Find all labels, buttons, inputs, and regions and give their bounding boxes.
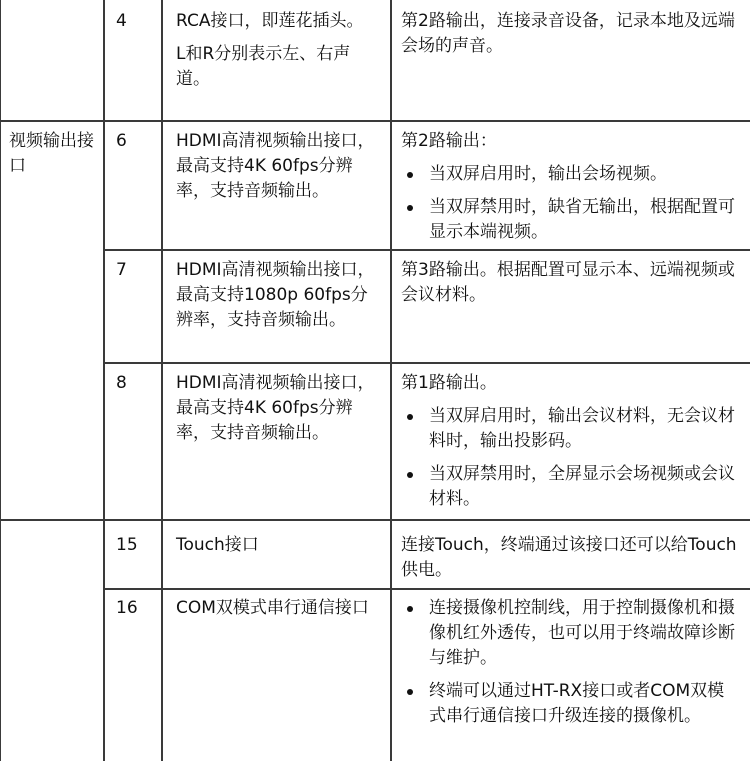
bullet-icon: [407, 414, 413, 420]
bullet-text: 终端可以通过HT-RX接口或者COM双模式串行通信接口升级连接的摄像机。: [429, 681, 725, 726]
group-label: 视频输出接口: [9, 131, 94, 176]
row-divider: [103, 249, 750, 251]
port-name: COM双模式串行通信接口: [176, 598, 369, 618]
bullet-text: 当双屏禁用时，全屏显示会场视频或会议材料。: [429, 464, 735, 509]
row-divider: [0, 120, 750, 122]
port-description: 第3路输出。根据配置可显示本、远端视频或会议材料。: [401, 260, 735, 305]
bullet-icon: [407, 472, 413, 478]
description-intro: 第1路输出。: [401, 373, 497, 393]
row-divider: [103, 362, 750, 364]
bullet-item: [401, 462, 741, 512]
port-number: 7: [116, 260, 127, 280]
port-name: HDMI高清视频输出接口，最高支持1080p 60fps分辨率，支持音频输出。: [176, 260, 375, 330]
bullet-item: [401, 679, 741, 729]
table-divider-col3: [390, 0, 392, 761]
bullet-text: 连接摄像机控制线，用于控制摄像机和摄像机红外透传，也可以用于终端故障诊断与维护。: [429, 598, 735, 668]
port-description: 第2路输出，连接录音设备，记录本地及远端会场的声音。: [401, 11, 735, 56]
port-number: 15: [116, 535, 138, 555]
port-description: [401, 588, 741, 729]
bullet-text: 当双屏启用时，输出会场视频。: [429, 164, 667, 184]
bullet-item: [401, 195, 741, 245]
port-description: [401, 371, 741, 512]
table-border-left: [0, 0, 1, 761]
port-name: HDMI高清视频输出接口，最高支持4K 60fps分辨率，支持音频输出。: [176, 131, 375, 201]
bullet-icon: [407, 205, 413, 211]
bullet-text: 当双屏启用时，输出会议材料，无会议材料时，输出投影码。: [429, 406, 735, 451]
port-description: [401, 129, 741, 245]
bullet-item: [401, 162, 741, 187]
port-name: HDMI高清视频输出接口，最高支持4K 60fps分辨率，支持音频输出。: [176, 373, 375, 443]
description-intro: 第2路输出：: [401, 131, 497, 151]
port-number: 8: [116, 373, 127, 393]
port-name: [176, 9, 381, 92]
bullet-item: [401, 404, 741, 454]
bullet-icon: [407, 689, 413, 695]
port-name-line: RCA接口，即莲花插头。: [176, 11, 364, 31]
port-number: 6: [116, 131, 127, 151]
bullet-text: 当双屏禁用时，缺省无输出，根据配置可显示本端视频。: [429, 197, 735, 242]
row-divider: [0, 519, 750, 521]
port-description: 连接Touch，终端通过该接口还可以给Touch供电。: [401, 535, 737, 580]
port-name: Touch接口: [176, 535, 259, 555]
port-number: 16: [116, 598, 138, 618]
bullet-item: [401, 596, 741, 671]
bullet-icon: [407, 172, 413, 178]
bullet-icon: [407, 606, 413, 612]
port-number: 4: [116, 11, 127, 31]
table-divider-col1: [103, 0, 105, 761]
table-divider-col2: [161, 0, 163, 761]
port-name-line: L和R分别表示左、右声道。: [176, 44, 351, 89]
